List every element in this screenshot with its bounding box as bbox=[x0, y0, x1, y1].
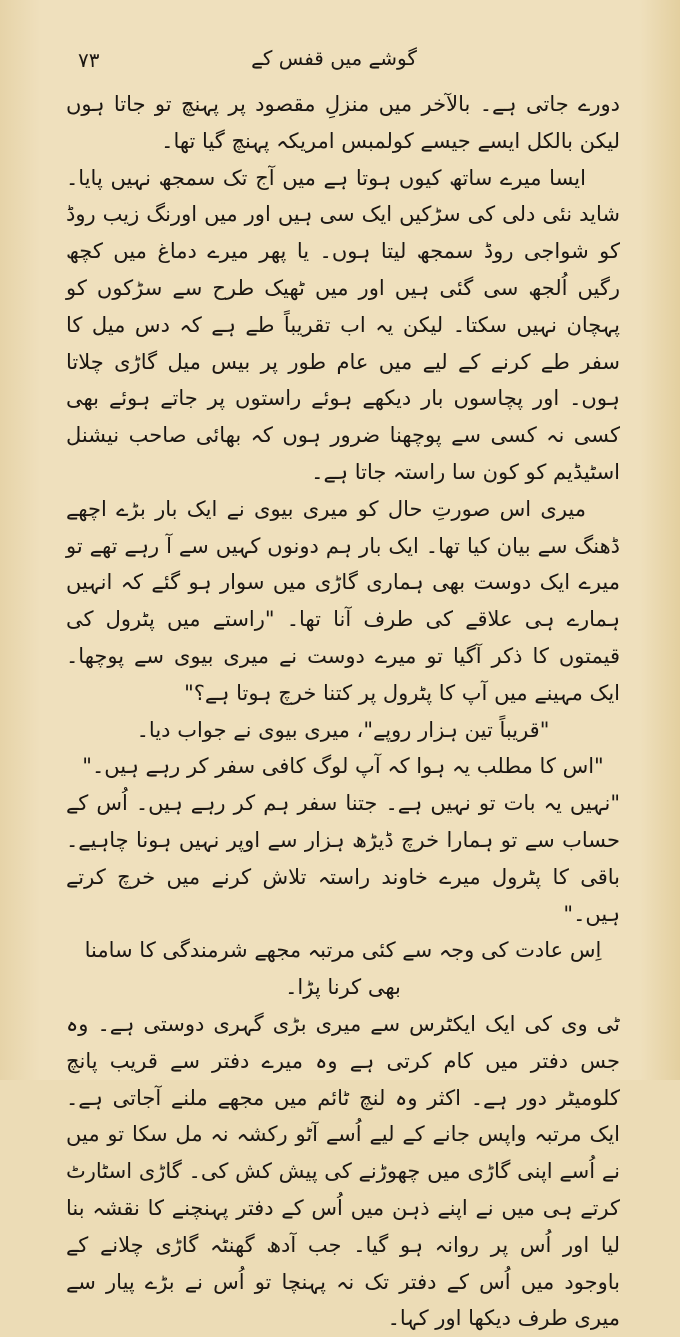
body-text bbox=[66, 86, 620, 1337]
paragraph-2: ایسا میرے ساتھ کیوں ہوتا ہے میں آج تک سمجھ نہیں پایا۔ شاید نئی دلی کی سڑکیں ایک سی ہیں اور میں اورنگ زیب روڈ کو شواجی روڈ سمجھ لیتا ہوں۔ یا پھر میرے دماغ میں کچھ رگیں اُلجھ سی گئی ہیں اور میں ٹھیک طرح سے سڑکوں کو پہچان نہیں سکتا۔ لیکن یہ اب تقریباً طے ہے کہ دس میل کا سفر طے کرنے کے لیے میں عام طور پر بیس میل گاڑی چلاتا ہوں۔ اور پچاسوں بار دیکھے ہوئے راستوں پر جاتے ہوئے بھی کسی نہ کسی سے پوچھنا ضرور ہوں کہ بھائی صاحب نیشنل اسٹیڈیم کو کون سا راستہ جاتا ہے۔ bbox=[66, 165, 620, 484]
paragraph-actress: ٹی وی کی ایک ایکٹرس سے میری بڑی گہری دوستی ہے۔ وہ جس دفتر میں کام کرتی ہے وہ میرے دفتر سے قریب پانچ کلومیٹر دور ہے۔ اکثر وہ لنچ ٹائم میں مجھے ملنے آجاتی ہے۔ ایک مرتبہ واپس جانے کے لیے اُسے آٹو رکشہ نہ مل سکا تو میں نے اُسے اپنی گاڑی میں چھوڑنے کی پیش کش کی۔ گاڑی اسٹارٹ کرتے ہی میں نے اپنے ذہن میں اُس کے دفتر پہنچنے کا نقشہ بنا لیا اور اُس پر روانہ ہو گیا۔ جب آدھ گھنٹہ گاڑی چلانے کے باوجود میں اُس کے دفتر تک نہ پہنچا تو اُس نے بڑے پیار سے میری طرف دیکھا اور کہا۔ bbox=[66, 1011, 620, 1331]
page-number: ۷۳ bbox=[78, 48, 100, 72]
paragraph-embarrassment: اِس عادت کی وجہ سے کئی مرتبہ مجھے شرمندگی کا سامنا بھی کرنا پڑا۔ bbox=[84, 938, 602, 1000]
paragraph-3: میری اس صورتِ حال کو میری بیوی نے ایک بار بڑے اچھے ڈھنگ سے بیان کیا تھا۔ ایک بار ہم دونوں کہیں سے آ رہے تھے تو میرے ایک دوست بھی ہماری گاڑی میں سوار ہو گئے کہ انہیں ہمارے ہی علاقے کی طرف آنا تھا۔ "راستے میں پٹرول کی قیمتوں کا ذکر آگیا تو میرے دوست نے میری بیوی سے پوچھا۔ ایک مہینے میں آپ کا پٹرول پر کتنا خرچ ہوتا ہے؟" bbox=[66, 496, 620, 705]
dialogue-wife-reply: "قریباً تین ہزار روپے"، میری بیوی نے جواب دیا۔ bbox=[136, 717, 550, 742]
dialogue-friend-reply: "اس کا مطلب یہ ہوا کہ آپ لوگ کافی سفر کر رہے ہیں۔" bbox=[82, 754, 604, 779]
paragraph-1: دورے جاتی ہے۔ بالآخر میں منزلِ مقصود پر پہنچ تو جاتا ہوں لیکن بالکل ایسے جیسے کولمبس امریکہ پہنچ گیا تھا۔ bbox=[66, 92, 620, 153]
page-header bbox=[58, 44, 610, 82]
running-title: گوشے میں قفس کے bbox=[251, 46, 417, 70]
dialogue-wife-explanation: "نہیں یہ بات تو نہیں ہے۔ جتنا سفر ہم کر رہے ہیں۔ اُس کے حساب سے تو ہمارا خرچ ڈیڑھ ہزار سے اوپر نہیں ہونا چاہیے۔ باقی کا پٹرول میرے خاوند راستہ تلاش کرنے میں خرچ کرتے ہیں۔" bbox=[66, 791, 620, 926]
